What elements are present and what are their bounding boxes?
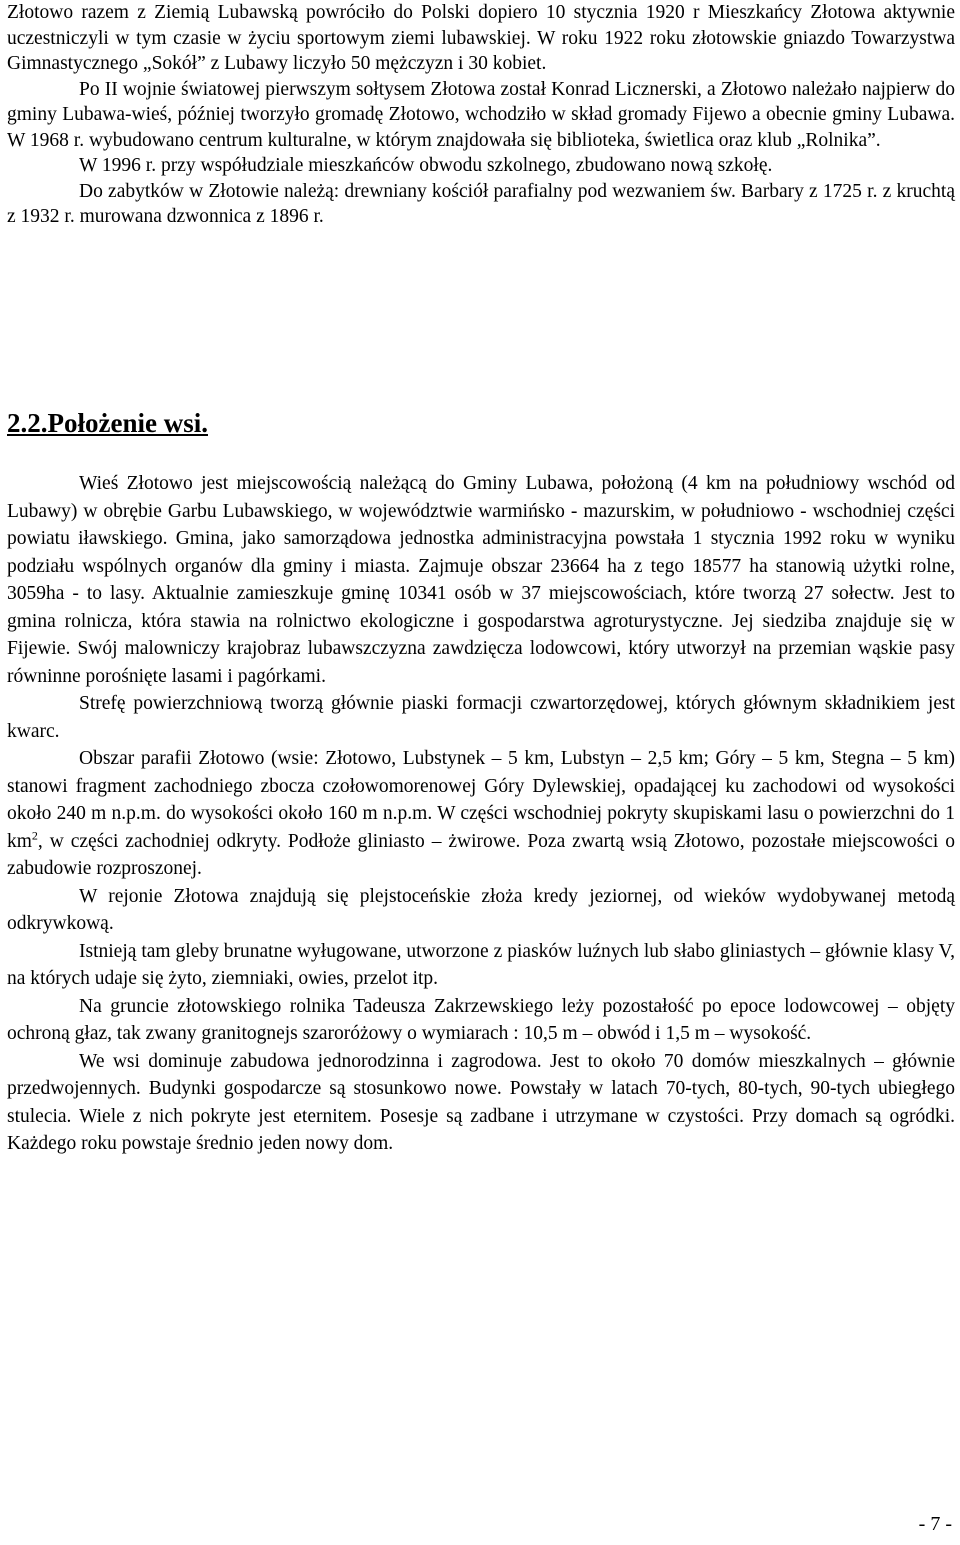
location-paragraph-7: We wsi dominuje zabudowa jednorodzinna i zagrodowa. Jest to około 70 domów mieszkalnych – głównie przedwojennych. Budynki gospodarcze są stosunkowo nowe. Powstały w latach 70-tych, 80-tych, 90-tych ubiegłego stulecia. Wiele z nich pokryte jest eternitem. Posesje są zadbane i utrzymane w czystości. Przy domach są ogródki. Każdego roku powstaje średnio jeden nowy dom. [7, 1050, 955, 1154]
location-paragraph-3-text-cont: , w części zachodniej odkryty. Podłoże gliniasto – żwirowe. Poza zwartą wsią Złotowo, pozostałe miejscowości o zabudowie rozproszonej. [7, 830, 955, 879]
location-paragraph-5: Istnieją tam gleby brunatne wyługowane, utworzone z piasków luźnych lub słabo gliniastych – głównie klasy V, na których udaje się żyto, ziemniaki, owies, przelot itp. [7, 940, 955, 989]
page-number: - 7 - [918, 1513, 952, 1535]
location-paragraph-3-text: Obszar parafii Złotowo (wsie: Złotowo, Lubstynek – 5 km, Lubstyn – 2,5 km; Góry – 5 km, Stegna – 5 km) stanowi fragment zachodniego zbocza czołowomorenowej Góry Dylewskiej, opadającej ku zachodowi od wysokości około 240 m n.p.m. do wysokości około 160 m n.p.m. W części wschodniej pokryty skupiskami lasu o powierzchni do 1 km [7, 748, 955, 852]
location-paragraph-3 [7, 745, 955, 883]
intro-paragraph-2: Po II wojnie światowej pierwszym sołtysem Złotowa został Konrad Licznerski, a Złotowo należało najpierw do gminy Lubawa-wieś, później tworzyło gromadę Złotowo, wchodziło w skład gromady Fijewo a obecnie gminy Lubawa. W 1968 r. wybudowano centrum kulturalne, w którym znajdowała się biblioteka, świetlica oraz klub „Rolnika”. [7, 78, 955, 151]
intro-section [7, 0, 955, 230]
location-paragraph-1: Wieś Złotowo jest miejscowością należącą do Gminy Lubawa, położoną (4 km na południowy wschód od Lubawy) w obrębie Garbu Lubawskiego, w województwie warmińsko - mazurskim, w południowo - wschodniej części powiatu iławskiego. Gmina, jako samorządowa jednostka administracyjna powstała 1 stycznia 1992 roku w wyniku podziału wspólnych organów dla gminy i miasta. Zajmuje obszar 23664 ha z tego 18577 ha stanowią użytki rolne, 3059ha - to lasy. Aktualnie zamieszkuje gminę 10341 osób w 37 miejscowościach, które tworzą 27 sołectw. Jest to gmina rolnicza, która stawia na rolnictwo ekologiczne i gospodarstwa agroturystyczne. Jej siedziba znajduje się w Fijewie. Swój malowniczy krajobraz lubawszczyzna zawdzięcza lodowcowi, który utworzył na przemian wąskie pasy równinne porośnięte lasami i pagórkami. [7, 473, 955, 687]
intro-paragraph-3: W 1996 r. przy współudziale mieszkańców obwodu szkolnego, zbudowano nową szkołę. [79, 155, 773, 176]
superscript-2: 2 [31, 828, 38, 842]
intro-paragraph-4: Do zabytków w Złotowie należą: drewniany kościół parafialny pod wezwaniem św. Barbary z 1725 r. z kruchtą z 1932 r. murowana dzwonnica z 1896 r. [7, 180, 955, 227]
section-heading: 2.2.Położenie wsi. [7, 408, 208, 438]
location-paragraph-4: W rejonie Złotowa znajdują się plejstoceńskie złoża kredy jeziornej, od wieków wydobywanej metodą odkrywkową. [7, 885, 955, 934]
location-paragraph-6: Na gruncie złotowskiego rolnika Tadeusza Zakrzewskiego leży pozostałość po epoce lodowcowej – objęty ochroną głaz, tak zwany granitognejs szaroróżowy o wymiarach : 10,5 m – obwód i 1,5 m – wysokość. [7, 995, 955, 1044]
location-paragraph-2: Strefę powierzchniową tworzą głównie piaski formacji czwartorzędowej, których głównym składnikiem jest kwarc. [7, 693, 955, 742]
location-section [7, 470, 955, 1158]
intro-paragraph-1: Złotowo razem z Ziemią Lubawską powróciło do Polski dopiero 10 stycznia 1920 r Mieszkańcy Złotowa aktywnie uczestniczyli w tym czasie w życiu sportowym ziemi lubawskiej. W roku 1922 roku złotowskie gniazdo Towarzystwa Gimnastycznego „Sokół” z Lubawy liczyło 50 mężczyzn i 30 kobiet. [7, 2, 955, 74]
